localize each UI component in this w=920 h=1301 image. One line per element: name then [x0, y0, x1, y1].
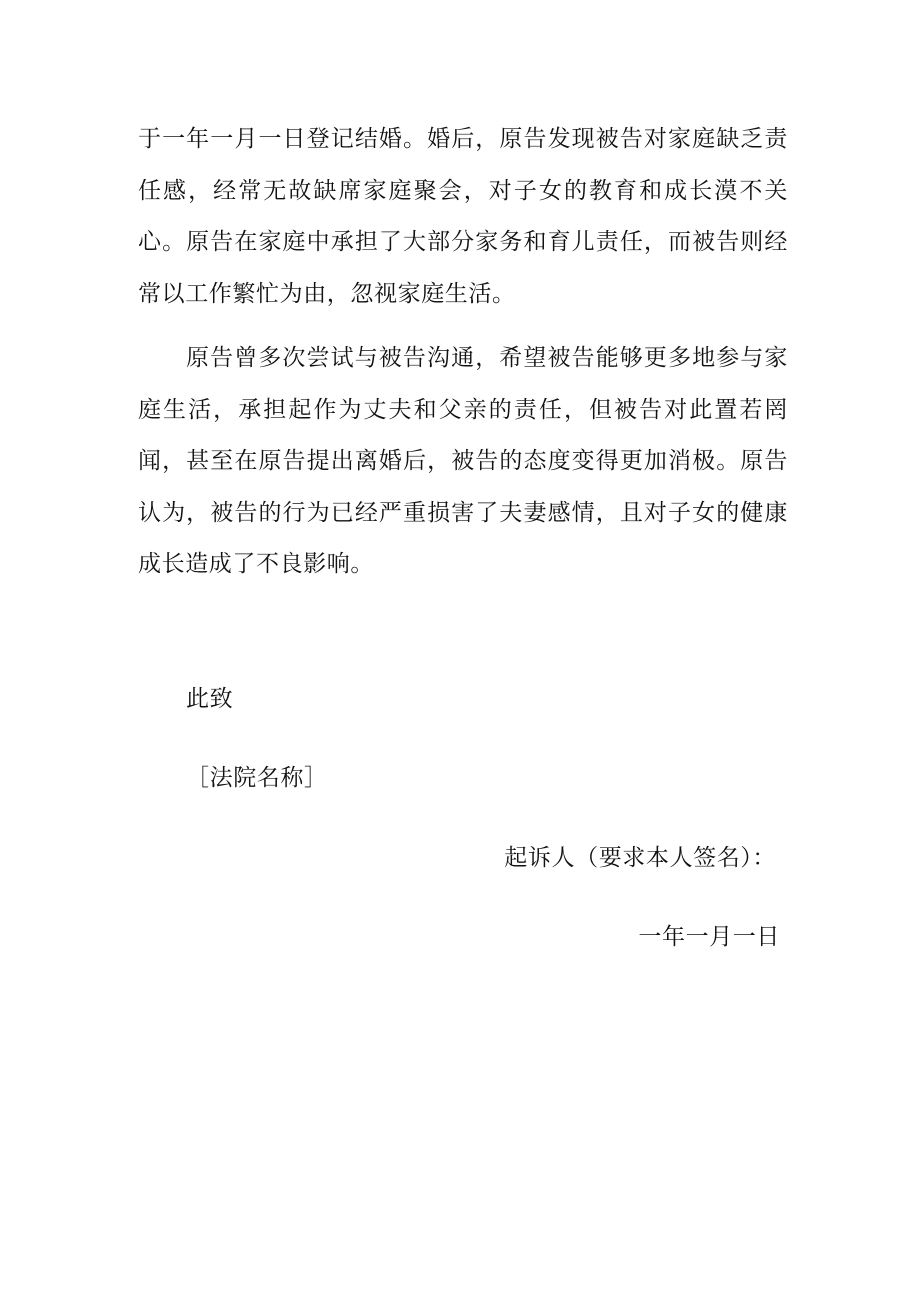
court-name: ［法院名称］ [186, 765, 328, 791]
salutation: 此致 [186, 686, 234, 712]
body-paragraph-1: 于一年一月一日登记结婚。婚后，原告发现被告对家庭缺乏责任感，经常无故缺席家庭聚会，对子女的教育和成长漠不关心。原告在家庭中承担了大部分家务和育儿责任，而被告则经常以工作繁忙为由，忽视家庭生活。 [138, 126, 788, 307]
plaintiff-signature-line: 起诉人（要求本人签名）： [504, 845, 776, 871]
document-date: 一年一月一日 [638, 924, 780, 950]
body-paragraph-2: 原告曾多次尝试与被告沟通，希望被告能够更多地参与家庭生活，承担起作为丈夫和父亲的责任，但被告对此置若罔闻，甚至在原告提出离婚后，被告的态度变得更加消极。原告认为，被告的行为已经严重损害了夫妻感情，且对子女的健康成长造成了不良影响。 [138, 345, 788, 577]
